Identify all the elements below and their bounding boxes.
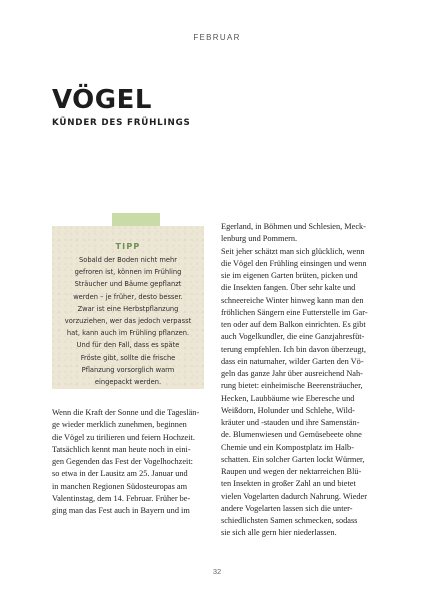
tip-tab-decoration xyxy=(112,213,160,226)
body-line: Valentinstag, dem 14. Februar. Früher be- xyxy=(52,493,191,503)
body-line: die Vögel zu tirilieren und feiern Hochzeit. xyxy=(52,432,195,442)
body-line: Weißdorn, Holunder und Schlehe, Wild- xyxy=(221,405,355,415)
article-subtitle: KÜNDER DES FRÜHLINGS xyxy=(52,118,191,128)
body-line: vielen Vogelarten dadurch Nahrung. Wieder xyxy=(221,491,367,501)
tip-line: Sobald der Boden nicht mehr xyxy=(79,256,177,264)
tip-line: hat, kann auch im Frühling pflanzen. xyxy=(66,329,190,338)
tip-line: Pflanzung vorsorglich warm xyxy=(81,365,175,374)
article-title: VÖGEL xyxy=(52,85,152,115)
body-column-left xyxy=(52,407,204,517)
body-line: terung empfehlen. Ich bin davon überzeugt, xyxy=(221,344,366,354)
body-line: Seit jeher schätzt man sich glücklich, wenn xyxy=(221,246,365,256)
body-line: Tatsächlich kennt man heute noch in eini- xyxy=(52,444,191,454)
body-line: sie sich alle gern hier niederlassen. xyxy=(221,528,337,538)
running-header: FEBRUAR xyxy=(193,33,241,42)
body-line: Egerland, in Böhmen und Schlesien, Meck- xyxy=(221,222,366,231)
page-number: 32 xyxy=(212,567,222,576)
body-line: lenburg und Pommern. xyxy=(221,234,298,244)
body-line: sie im eigenen Garten brüten, picken und xyxy=(221,271,358,280)
body-line: schiedlichsten Samen schmecken, sodass xyxy=(221,516,358,525)
body-line: Hecken, Laubbäume wie Eberesche und xyxy=(221,393,355,403)
tip-line: Und für den Fall, dass es späte xyxy=(76,341,180,350)
body-line: ten Insekten in großer Zahl an und bietet xyxy=(221,479,356,489)
tip-heading: TIPP xyxy=(115,242,141,251)
body-line: Wenn die Kraft der Sonne und die Tageslän- xyxy=(52,408,200,417)
tip-text xyxy=(52,254,204,388)
tip-line: werden – je früher, desto besser. xyxy=(73,292,183,301)
body-line: Chemie und ein Kompostplatz im Halb- xyxy=(221,442,354,452)
tip-line: Sträucher und Bäume gepflanzt xyxy=(74,280,182,289)
body-line: geln das ganze Jahr über ausreichend Nah- xyxy=(221,369,363,378)
tip-line: vorzuziehen, wer das jedoch verpasst xyxy=(64,317,192,326)
body-line: gen Gegenden das Fest der Vogelhochzeit: xyxy=(52,457,193,466)
tip-line: eingepackt werden. xyxy=(94,378,162,387)
body-line: ten oder auf dem Balkon einrichten. Es gibt xyxy=(221,320,366,329)
body-line: fröhlichen Sängern eine Futterstelle im Gar- xyxy=(221,307,368,317)
tip-line: Fröste gibt, sollte die frische xyxy=(80,353,176,362)
body-line: de. Blumenwiesen und Gemüsebeete ohne xyxy=(221,430,362,440)
body-line: die Insekten fangen. Über sehr kalte und xyxy=(221,283,356,293)
body-line: auch Vogelkundler, die eine Ganzjahresfüt- xyxy=(221,332,365,342)
body-line: schneereiche Winter hinweg kann man den xyxy=(221,295,364,305)
body-line: andere Vogelarten lassen sich die unter- xyxy=(221,503,353,513)
tip-line: Zwar ist eine Herbstpflanzung xyxy=(77,304,179,313)
body-line: ge wieder merklich zunehmen, beginnen xyxy=(52,420,187,430)
body-line: Raupen und wegen der nektarreichen Blü- xyxy=(221,467,362,476)
body-line: in manchen Regionen Südosteuropas am xyxy=(52,481,188,491)
body-line: die Vögel den Frühling einsingen und wenn xyxy=(221,258,367,268)
body-line: rung bietet: einheimische Beerensträucher, xyxy=(221,381,363,391)
tip-line: gefroren ist, können im Frühling xyxy=(74,268,182,277)
body-line: kräuter und -stauden und ihre Samenstän- xyxy=(221,418,360,427)
body-line: so etwa in der Lausitz am 25. Januar und xyxy=(52,469,188,479)
body-line: schatten. Ein solcher Garten lockt Würmer, xyxy=(221,454,365,464)
body-column-right xyxy=(221,221,383,540)
body-line: dass ein naturnaher, wilder Garten den Vö- xyxy=(221,356,364,366)
body-line: ging man das Fest auch in Bayern und im xyxy=(52,506,190,515)
